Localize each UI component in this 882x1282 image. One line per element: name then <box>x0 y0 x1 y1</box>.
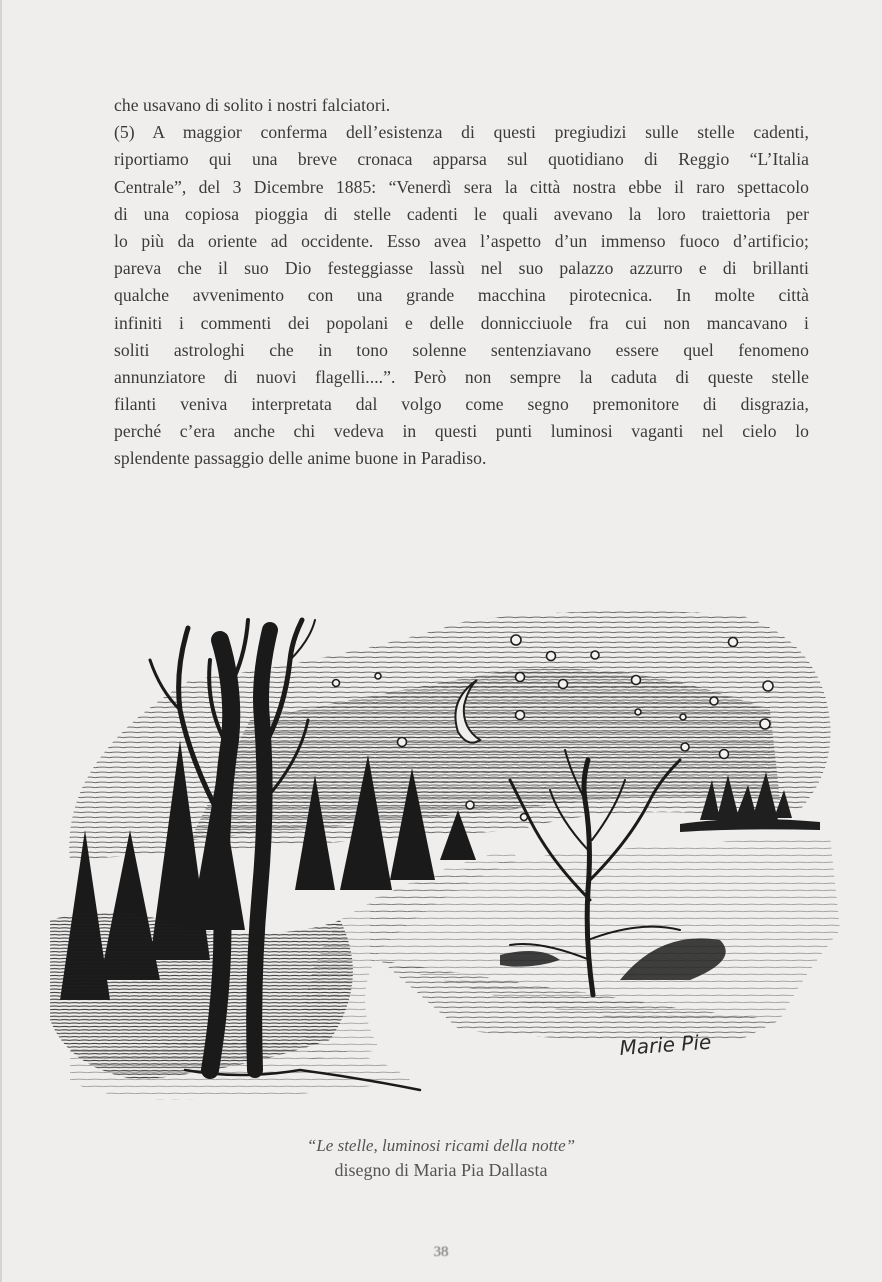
text-line: Centrale”, del 3 Dicembre 1885: “Venerdì sera la città nostra ebbe il raro spettacolo <box>114 176 809 197</box>
caption-title: “Le stelle, luminosi ricami della notte” <box>306 1136 576 1155</box>
text-line: perché c’era anche chi vedeva in questi punti luminosi vaganti nel cielo lo <box>114 421 809 442</box>
artist-signature: Marie Pie <box>618 1029 712 1060</box>
text-line: qualche avvenimento con una grande macchina pirotecnica. In molte città <box>114 285 809 306</box>
text-line: filanti veniva interpretata dal volgo come segno premonitore di disgrazia, <box>114 394 809 415</box>
text-line: riportiamo qui una breve cronaca apparsa sul quotidiano di Reggio “L’Italia <box>114 149 809 170</box>
text-line: lo più da oriente ad occidente. Esso avea l’aspetto d’un immenso fuoco d’artificio; <box>114 230 809 251</box>
text-line: che usavano di solito i nostri falciatori. <box>114 95 391 115</box>
text-line: di una copiosa pioggia di stelle cadenti le quali avevano la loro traiettoria per <box>114 203 809 224</box>
caption-credit: disegno di Maria Pia Dallasta <box>334 1160 548 1180</box>
text-line: infiniti i commenti dei popolani e delle donnicciuole fra cui non mancavano i <box>114 312 809 333</box>
text-line: annunziatore di nuovi flagelli....”. Però non sempre la caduta di queste stelle <box>114 366 809 387</box>
text-line: pareva che il suo Dio festeggiasse lassù nel suo palazzo azzurro e di brillanti <box>114 258 809 279</box>
text-line: soliti astrologhi che in tono solenne sentenziavano essere quel fenomeno <box>114 339 809 360</box>
footnote-text <box>114 92 809 473</box>
page-edge <box>0 0 2 1282</box>
text-line: splendente passaggio delle anime buone in Paradiso. <box>114 448 487 469</box>
text-line: (5) A maggior conferma dell’esistenza di questi pregiudizi sulle stelle cadenti, <box>114 122 809 143</box>
night-landscape-drawing <box>40 600 860 1120</box>
page-number: 38 <box>433 1244 449 1260</box>
